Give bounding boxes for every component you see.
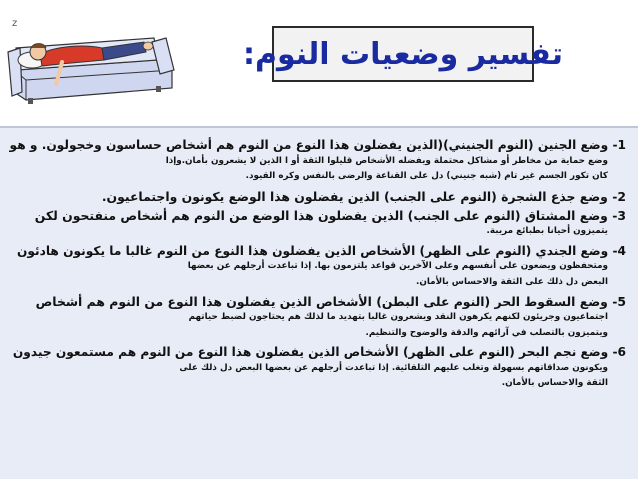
list-item bbox=[8, 345, 626, 392]
list-item-first-line bbox=[8, 345, 626, 361]
list-item-number: 4- bbox=[612, 243, 626, 258]
list-item-text: وضع المشتاق (النوم على الجنب) الذين يفضلون هذا الوضع من النوم هم أشخاص منفتحون لكن bbox=[34, 208, 608, 224]
list-item-number: 6- bbox=[612, 345, 626, 360]
list-item-number: 3- bbox=[612, 208, 626, 224]
list-item-continuation-line: ومتحفظون ويضعون على أنفسهم وعلى الآخرين قواعد يلتزمون بها. إذا تباعدت أرجلهم عن بعضها bbox=[187, 261, 608, 272]
list-item-number: 2- bbox=[612, 188, 626, 204]
list-item bbox=[8, 244, 626, 291]
list-item bbox=[8, 138, 626, 185]
svg-text:z: z bbox=[12, 18, 18, 29]
list-item-first-line bbox=[8, 138, 626, 154]
list-item-first-line bbox=[8, 244, 626, 260]
list-item-text: وضع جذع الشجرة (النوم على الجنب) الذين يفضلون هذا الوضع يكونون واجتماعيون. bbox=[101, 188, 608, 204]
list-item-text: وضع الجندي (النوم على الظهر) الأشخاص الذين يفضلون هذا النوع من النوم غالبا ما يكونون هادئون bbox=[16, 243, 609, 258]
list-item-number: 5- bbox=[612, 294, 626, 310]
list-item-text: وضع السقوط الحر (النوم على البطن) الأشخاص الذين يفضلون هذا النوع من النوم هم أشخاص bbox=[35, 294, 608, 310]
list-item-first-line bbox=[8, 208, 626, 224]
list-item bbox=[8, 189, 626, 205]
sleep-positions-list bbox=[8, 138, 626, 392]
list-item-first-line bbox=[8, 294, 626, 310]
page-title: تفسير وضعيات النوم: bbox=[243, 36, 563, 72]
list-item-continuation-line: ويكونون صداقاتهم بسهولة وتغلب عليهم التلقائية. إذا تباعدت أرجلهم عن بعضها البعض دل ذلك على bbox=[179, 362, 608, 373]
person-sleeping-on-couch-icon bbox=[6, 8, 178, 108]
list-item-continuation-line: ويتميزون بالتصلب في آرائهم والدقة والوضوح والتنظيم. bbox=[365, 327, 608, 338]
list-item-continuation-line: الثقة والاحساس بالأمان. bbox=[501, 378, 608, 389]
list-item bbox=[8, 208, 626, 239]
list-item-continuation-line: البعض دل ذلك على الثقة والاحساس بالأمان. bbox=[415, 276, 608, 287]
list-item-continuation-line: يتميزون أحيانا بطبائع مريبة. bbox=[486, 225, 608, 236]
list-item-text: وضع نجم البحر (النوم على الظهر) الأشخاص الذين يفضلون هذا النوع من النوم هم مستمعون جيدون bbox=[12, 345, 609, 360]
list-item-text: وضع الجنين (النوم الجنيني)(الذين يفضلون هذا النوع من النوم هم أشخاص حساسون وخجولون. و هو bbox=[9, 138, 609, 152]
list-item bbox=[8, 294, 626, 341]
list-item-number: 1- bbox=[612, 138, 626, 152]
list-item-continuation-line: اجتماعيون وجريئون لكنهم يكرهون النقد ويشعرون غالبا بتهديد ما لذلك هم يحتاجون لضبط حياتهم bbox=[188, 311, 608, 322]
title-box bbox=[243, 26, 563, 82]
list-item-continuation-line: وضع حماية من مخاطر أو مشاكل محتملة ويفضله الأشخاص قليلوا الثقة أو ا الذين لا يشعرون بأمان.وإذا bbox=[165, 155, 608, 166]
list-item-first-line bbox=[8, 189, 626, 205]
list-item-continuation-line: كان تكور الجسم غير تام (شبه جنيني) دل على القناعة والرضى بالنفس وكره القيود. bbox=[245, 171, 608, 182]
